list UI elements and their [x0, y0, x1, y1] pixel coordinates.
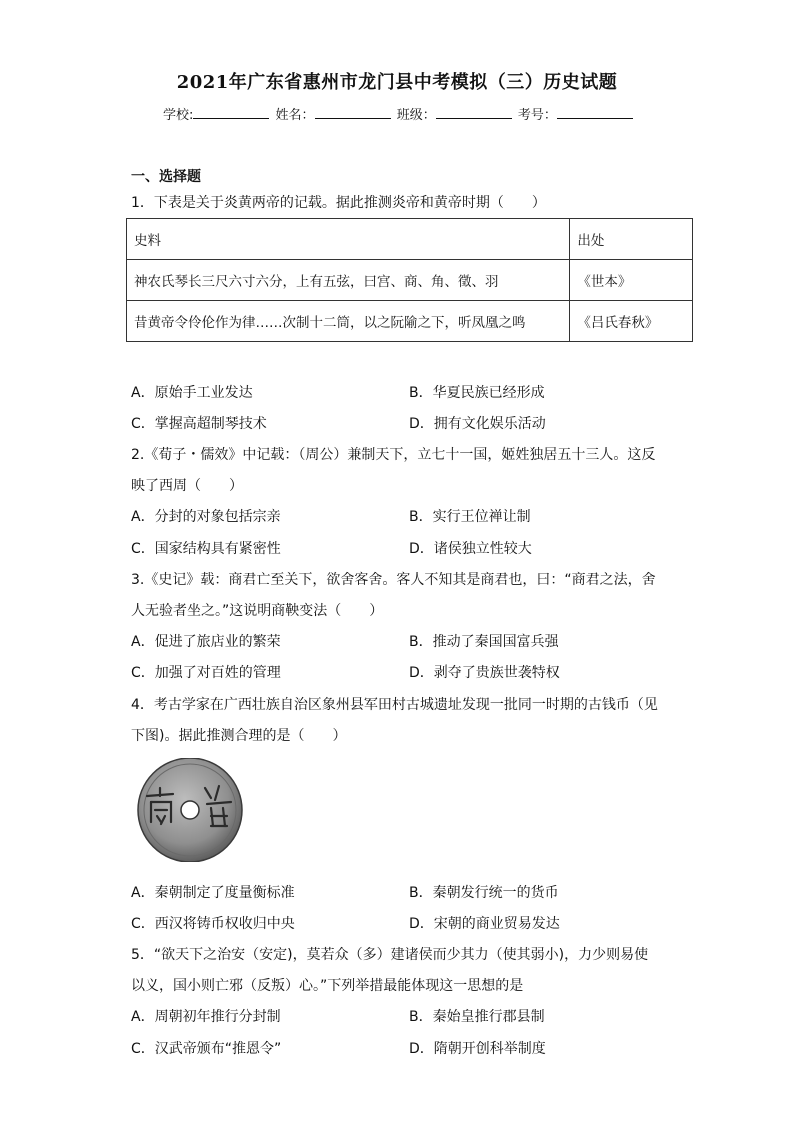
school-blank[interactable]	[193, 106, 269, 119]
q3-stem-line-1: 3.《史记》载：商君亡至关下，欲舍客舍。客人不知其是商君也，曰：“商君之法，舍	[131, 572, 656, 588]
table-header-cell: 史料	[127, 219, 570, 260]
table-header-cell: 出处	[570, 219, 693, 260]
table-cell: 昔黄帝令伶伦作为律……次制十二筒，以之阮隃之下，听凤凰之鸣	[127, 301, 570, 342]
table-cell: 神农氏琴长三尺六寸六分，上有五弦，曰宫、商、角、徵、羽	[127, 260, 570, 301]
q4-option-c[interactable]: C．西汉将铸币权收归中央	[131, 916, 295, 932]
q1-source-table	[126, 218, 693, 342]
q2-stem-line-1: 2.《荀子・儒效》中记载：（周公）兼制天下，立七十一国，姬姓独居五十三人。这反	[131, 447, 656, 463]
name-label: 姓名：	[275, 108, 315, 123]
page-title: 2021年广东省惠州市龙门县中考模拟（三）历史试题	[176, 72, 618, 93]
q5-stem-line-1: 5．“欲天下之治安（安定)，莫若众（多）建诸侯而少其力（使其弱小)，力少则易使	[131, 947, 649, 963]
q4-option-b[interactable]: B．秦朝发行统一的货币	[409, 885, 559, 901]
name-blank[interactable]	[315, 106, 391, 119]
q3-option-c[interactable]: C．加强了对百姓的管理	[131, 665, 281, 681]
q3-option-a[interactable]: A．促进了旅店业的繁荣	[131, 634, 281, 650]
q2-option-c[interactable]: C．国家结构具有紧密性	[131, 541, 281, 557]
q5-option-a[interactable]: A．周朝初年推行分封制	[131, 1009, 281, 1025]
q1-option-a[interactable]: A．原始手工业发达	[131, 385, 253, 401]
q3-stem-line-2: 人无验者坐之。”这说明商鞅变法（ ）	[131, 603, 384, 619]
table-cell: 《吕氏春秋》	[570, 301, 693, 342]
exam-no-label: 考号：	[517, 108, 557, 123]
q4-option-a[interactable]: A．秦朝制定了度量衡标准	[131, 885, 295, 901]
q3-option-b[interactable]: B．推动了秦国国富兵强	[409, 634, 559, 650]
section-title: 一、选择题	[131, 169, 201, 185]
table-header-row	[127, 219, 693, 260]
q5-option-b[interactable]: B．秦始皇推行郡县制	[409, 1009, 545, 1025]
q4-stem-line-2: 下图)。据此推测合理的是（ ）	[131, 728, 347, 744]
q1-stem: 1．下表是关于炎黄两帝的记载。据此推测炎帝和黄帝时期（ ）	[131, 195, 546, 211]
ancient-coin-image	[131, 758, 250, 862]
q2-option-d[interactable]: D．诸侯独立性较大	[409, 541, 532, 557]
school-label: 学校:	[163, 108, 194, 123]
q1-option-c[interactable]: C．掌握高超制琴技术	[131, 416, 267, 432]
q2-option-a[interactable]: A．分封的对象包括宗亲	[131, 509, 281, 525]
q5-option-d[interactable]: D．隋朝开创科举制度	[409, 1041, 546, 1057]
q2-stem-line-2: 映了西周（ ）	[131, 478, 243, 494]
q5-stem-line-2: 以义，国小则亡邪（反叛）心。”下列举措最能体现这一思想的是	[131, 978, 524, 994]
exam-no-blank[interactable]	[557, 106, 633, 119]
q1-option-d[interactable]: D．拥有文化娱乐活动	[409, 416, 546, 432]
table-row	[127, 301, 693, 342]
class-blank[interactable]	[436, 106, 512, 119]
student-info-line	[163, 104, 635, 123]
q2-option-b[interactable]: B．实行王位禅让制	[409, 509, 531, 525]
q1-option-b[interactable]: B．华夏民族已经形成	[409, 385, 545, 401]
q3-option-d[interactable]: D．剥夺了贵族世袭特权	[409, 665, 560, 681]
table-cell: 《世本》	[570, 260, 693, 301]
class-label: 班级：	[396, 108, 436, 123]
q5-option-c[interactable]: C．汉武帝颁布“推恩令”	[131, 1041, 282, 1057]
q4-option-d[interactable]: D．宋朝的商业贸易发达	[409, 916, 560, 932]
q4-stem-line-1: 4．考古学家在广西壮族自治区象州县军田村古城遗址发现一批同一时期的古钱币（见	[131, 697, 658, 713]
table-row	[127, 260, 693, 301]
